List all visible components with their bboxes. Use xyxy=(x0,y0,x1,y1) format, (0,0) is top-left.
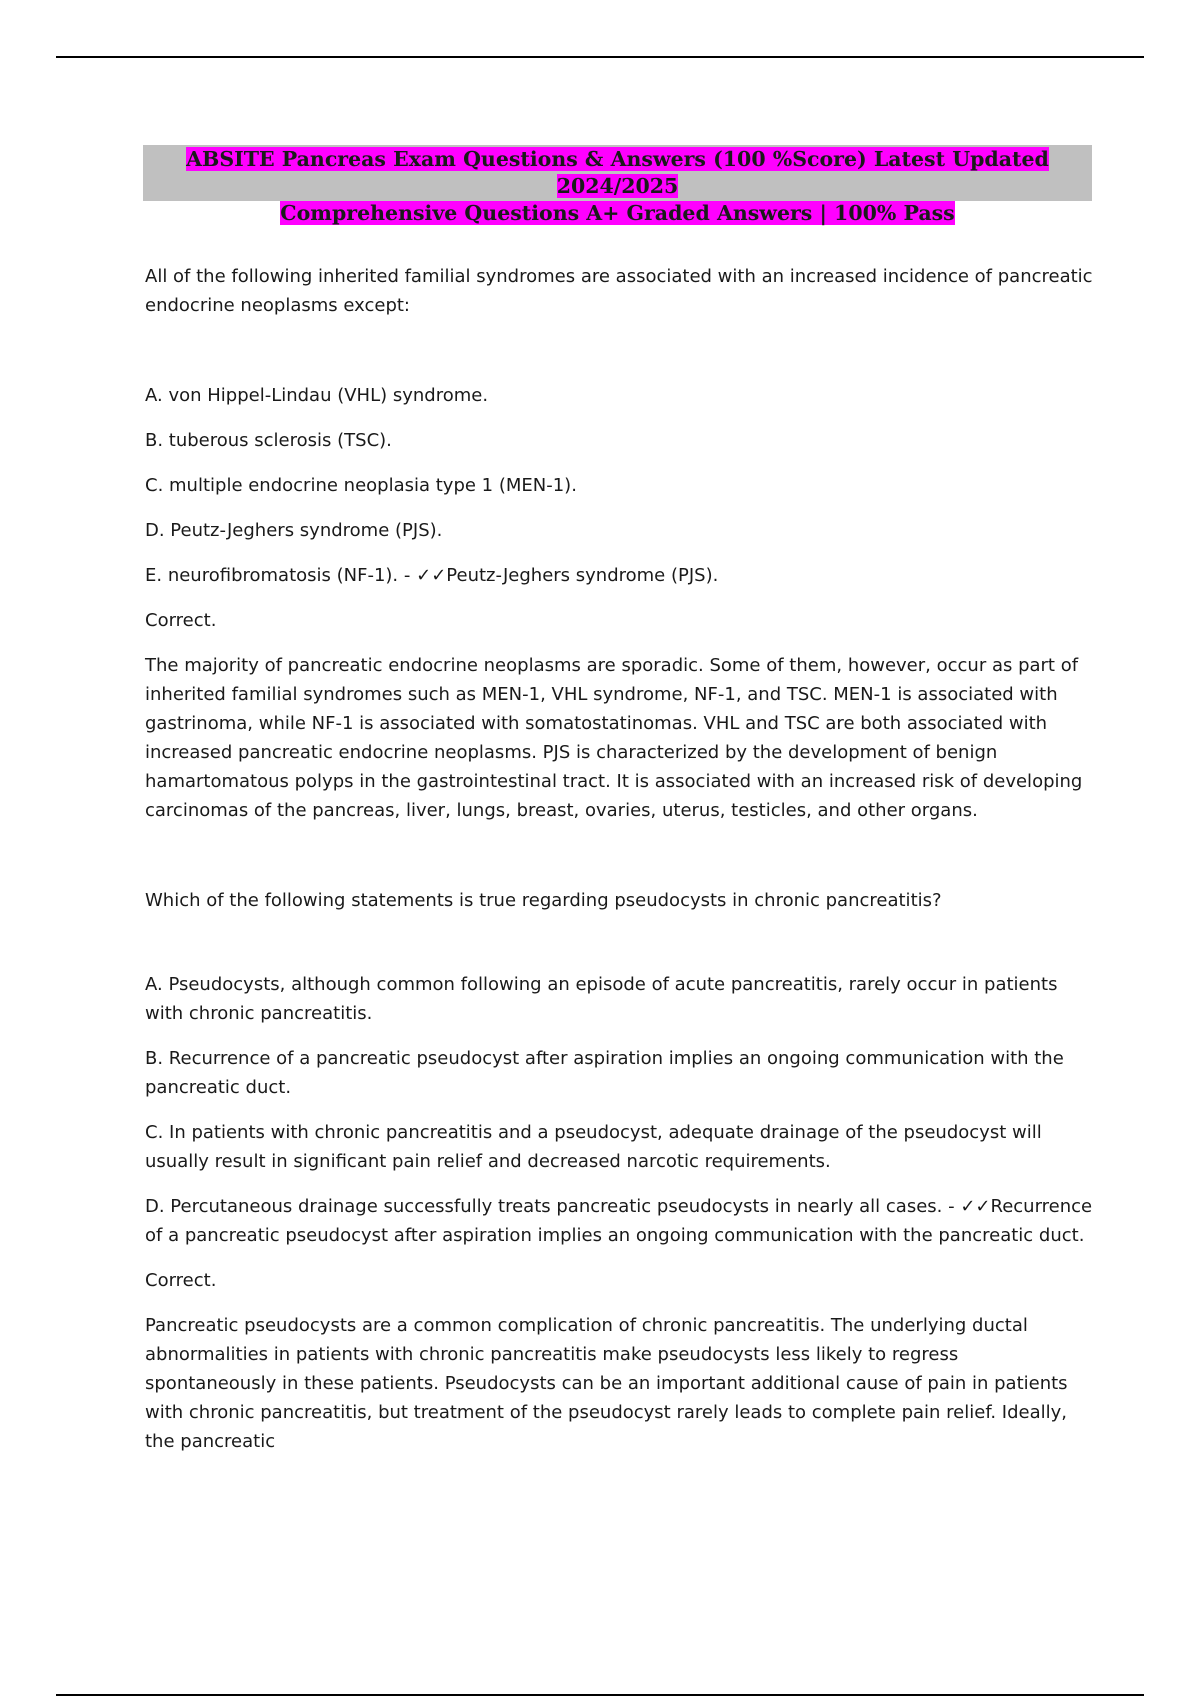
question-1-answer: Peutz-Jeghers syndrome (PJS). xyxy=(446,565,719,586)
header-rule xyxy=(56,56,1144,58)
document-body xyxy=(145,262,1095,1456)
question-2-answer: Recurrence of a pancreatic pseudocyst after aspiration implies an ongoing communication with the pancreatic duct. xyxy=(145,1196,1093,1246)
check-mark-icon: ✓✓ xyxy=(416,565,447,586)
question-2-option-d-answer xyxy=(145,1192,1095,1250)
footer-rule xyxy=(56,1694,1144,1696)
check-mark-icon: ✓✓ xyxy=(960,1196,991,1217)
question-1-status: Correct. xyxy=(145,610,217,631)
question-2-option-c: C. In patients with chronic pancreatitis and a pseudocyst, adequate drainage of the pseudocyst will usually result in significant pain relief and decreased narcotic requirements. xyxy=(145,1122,1042,1172)
document-title xyxy=(143,145,1092,225)
question-1-option-c: C. multiple endocrine neoplasia type 1 (MEN-1). xyxy=(145,475,577,496)
title-line-1: ABSITE Pancreas Exam Questions & Answers (100 %Score) Latest Updated 2024/2025 xyxy=(186,147,1049,198)
question-2-text: Which of the following statements is true regarding pseudocysts in chronic pancreatitis? xyxy=(145,890,942,911)
question-2-status: Correct. xyxy=(145,1270,217,1291)
question-1-option-e-answer xyxy=(145,561,1095,590)
question-1-option-b: B. tuberous sclerosis (TSC). xyxy=(145,430,392,451)
question-1-option-e: E. neurofibromatosis (NF-1). - xyxy=(145,565,411,586)
question-1-option-d: D. Peutz-Jeghers syndrome (PJS). xyxy=(145,520,443,541)
question-2-option-a: A. Pseudocysts, although common following an episode of acute pancreatitis, rarely occur in patients with chronic pancreatitis. xyxy=(145,974,1058,1024)
question-1-option-a: A. von Hippel-Lindau (VHL) syndrome. xyxy=(145,385,489,406)
title-line-2: Comprehensive Questions A+ Graded Answers | 100% Pass xyxy=(280,201,955,225)
question-1-explanation: The majority of pancreatic endocrine neoplasms are sporadic. Some of them, however, occur as part of inherited familial syndromes such as MEN-1, VHL syndrome, NF-1, and TSC. MEN-1 is associated with gastrinoma, while NF-1 is associated with somatostatinomas. VHL and TSC are both associated with increased pancreatic endocrine neoplasms. PJS is characterized by the development of benign hamartomatous polyps in the gastrointestinal tract. It is associated with an increased risk of developing carcinomas of the pancreas, liver, lungs, breast, ovaries, uterus, testicles, and other organs. xyxy=(145,655,1083,821)
question-2-option-b: B. Recurrence of a pancreatic pseudocyst after aspiration implies an ongoing communication with the pancreatic duct. xyxy=(145,1048,1064,1098)
question-1-text: All of the following inherited familial syndromes are associated with an increased incidence of pancreatic endocrine neoplasms except: xyxy=(145,266,1093,316)
question-2-option-d: D. Percutaneous drainage successfully treats pancreatic pseudocysts in nearly all cases. - xyxy=(145,1196,955,1217)
question-2-explanation: Pancreatic pseudocysts are a common complication of chronic pancreatitis. The underlying ductal abnormalities in patients with chronic pancreatitis make pseudocysts less likely to regress spontaneously in these patients. Pseudocysts can be an important additional cause of pain in patients with chronic pancreatitis, but treatment of the pseudocyst rarely leads to complete pain relief. Ideally, the pancreatic xyxy=(145,1315,1068,1452)
